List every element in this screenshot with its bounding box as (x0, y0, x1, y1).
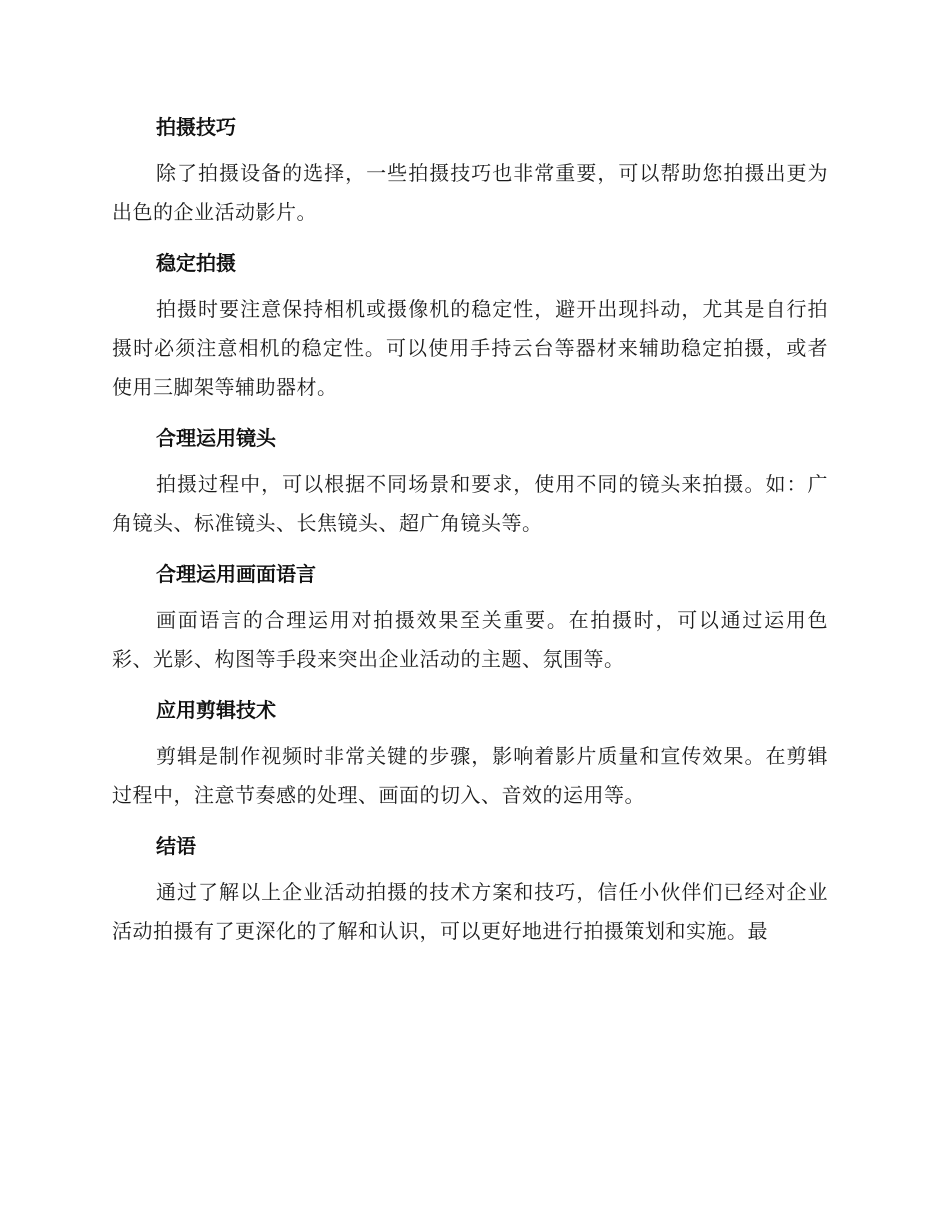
section-conclusion (112, 827, 828, 951)
section-paragraph: 通过了解以上企业活动拍摄的技术方案和技巧，信任小伙伴们已经对企业活动拍摄有了更深化的了解和认识，可以更好地进行拍摄策划和实施。最 (112, 880, 828, 943)
section-lens-usage (112, 419, 828, 543)
section-visual-language (112, 555, 828, 679)
section-heading: 稳定拍摄 (156, 251, 236, 275)
section-heading: 结语 (156, 834, 196, 858)
section-paragraph: 画面语言的合理运用对拍摄效果至关重要。在拍摄时，可以通过运用色彩、光影、构图等手段来突出企业活动的主题、氛围等。 (112, 608, 828, 671)
document-page (112, 108, 828, 963)
section-paragraph: 拍摄时要注意保持相机或摄像机的稳定性，避开出现抖动，尤其是自行拍摄时必须注意相机的稳定性。可以使用手持云台等器材来辅助稳定拍摄，或者使用三脚架等辅助器材。 (112, 297, 828, 399)
section-heading: 合理运用画面语言 (156, 562, 316, 586)
section-paragraph: 除了拍摄设备的选择，一些拍摄技巧也非常重要，可以帮助您拍摄出更为出色的企业活动影片。 (112, 161, 828, 224)
section-paragraph: 拍摄过程中，可以根据不同场景和要求，使用不同的镜头来拍摄。如：广角镜头、标准镜头、长焦镜头、超广角镜头等。 (112, 472, 828, 535)
section-stable-shooting (112, 244, 828, 407)
section-heading: 拍摄技巧 (156, 115, 236, 139)
section-heading: 应用剪辑技术 (156, 698, 276, 722)
section-editing (112, 691, 828, 815)
section-heading: 合理运用镜头 (156, 426, 276, 450)
section-shooting-tips (112, 108, 828, 232)
section-paragraph: 剪辑是制作视频时非常关键的步骤，影响着影片质量和宣传效果。在剪辑过程中，注意节奏感的处理、画面的切入、音效的运用等。 (112, 744, 828, 807)
